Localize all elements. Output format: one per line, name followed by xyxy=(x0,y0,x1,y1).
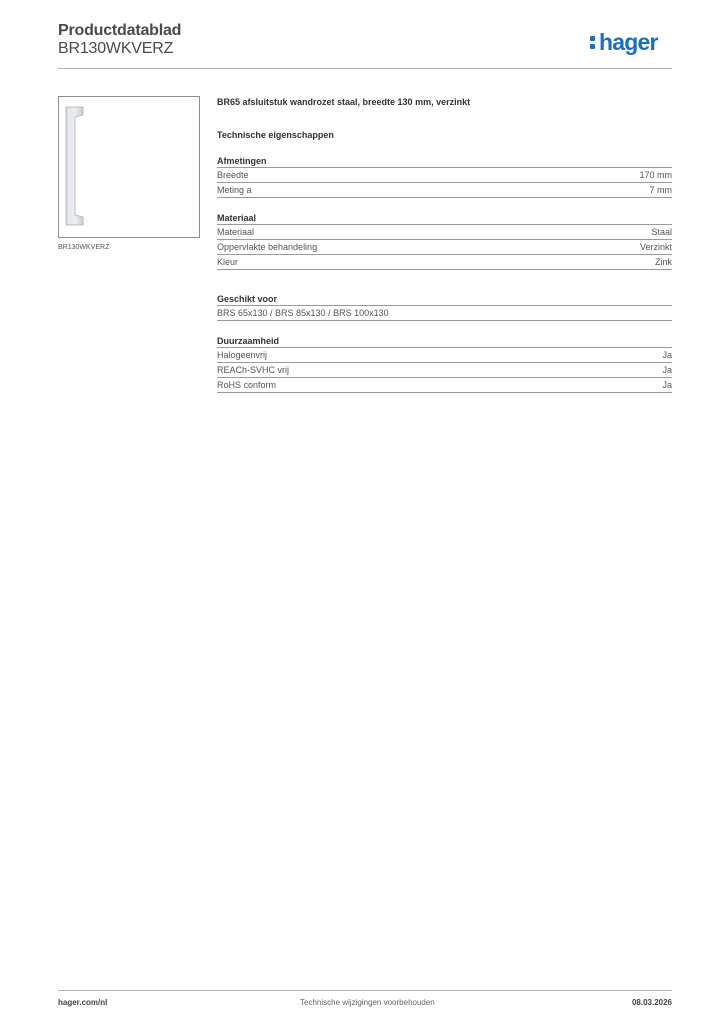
table-row xyxy=(217,255,672,270)
table-row xyxy=(217,378,672,393)
table-row xyxy=(217,240,672,255)
technical-properties-title: Technische eigenschappen xyxy=(217,130,334,140)
row-value: Staal xyxy=(651,227,672,237)
document-product-code: BR130WKVERZ xyxy=(58,40,174,57)
row-label: RoHS conform xyxy=(217,380,277,390)
row-value: 7 mm xyxy=(649,185,672,195)
section-title: Afmetingen xyxy=(217,155,672,168)
table-row xyxy=(217,306,672,321)
section-geschikt-voor xyxy=(217,293,672,321)
row-value: 170 mm xyxy=(639,170,672,180)
product-description: BR65 afsluitstuk wandrozet staal, breedte 130 mm, verzinkt xyxy=(217,97,471,107)
section-title: Materiaal xyxy=(217,212,672,225)
section-title: Duurzaamheid xyxy=(217,335,672,348)
hager-logo xyxy=(590,28,658,56)
row-label: Meting a xyxy=(217,185,252,195)
section-title: Geschikt voor xyxy=(217,293,672,306)
row-value: Ja xyxy=(662,365,672,375)
row-label: BRS 65x130 / BRS 85x130 / BRS 100x130 xyxy=(217,308,389,318)
section-duurzaamheid xyxy=(217,335,672,393)
row-label: Oppervlakte behandeling xyxy=(217,242,318,252)
product-details xyxy=(217,95,672,393)
footer-divider xyxy=(58,990,672,991)
logo-text: hager xyxy=(599,28,658,55)
section-afmetingen xyxy=(217,155,672,198)
footer-date: 08.03.2026 xyxy=(631,998,672,1007)
document-title: Productdatablad xyxy=(58,22,182,39)
row-label: Halogeenvrij xyxy=(217,350,268,360)
table-row xyxy=(217,183,672,198)
header-divider xyxy=(58,68,672,69)
row-label: Breedte xyxy=(217,170,249,180)
row-label: REACh-SVHC vrij xyxy=(217,365,290,375)
row-value: Ja xyxy=(662,350,672,360)
product-image xyxy=(58,96,200,238)
row-value: Ja xyxy=(662,380,672,390)
footer-website[interactable]: hager.com/nl xyxy=(58,998,108,1007)
row-value: Zink xyxy=(654,257,672,267)
image-caption: BR130WKVERZ xyxy=(58,244,110,251)
section-materiaal xyxy=(217,212,672,270)
product-illustration-icon xyxy=(59,97,199,237)
footer-notice: Technische wijzigingen voorbehouden xyxy=(300,998,435,1007)
table-row xyxy=(217,225,672,240)
logo-dots-icon xyxy=(590,33,597,51)
table-row xyxy=(217,348,672,363)
table-row xyxy=(217,168,672,183)
row-value: Verzinkt xyxy=(639,242,672,252)
row-label: Materiaal xyxy=(217,227,255,237)
table-row xyxy=(217,363,672,378)
row-label: Kleur xyxy=(217,257,239,267)
